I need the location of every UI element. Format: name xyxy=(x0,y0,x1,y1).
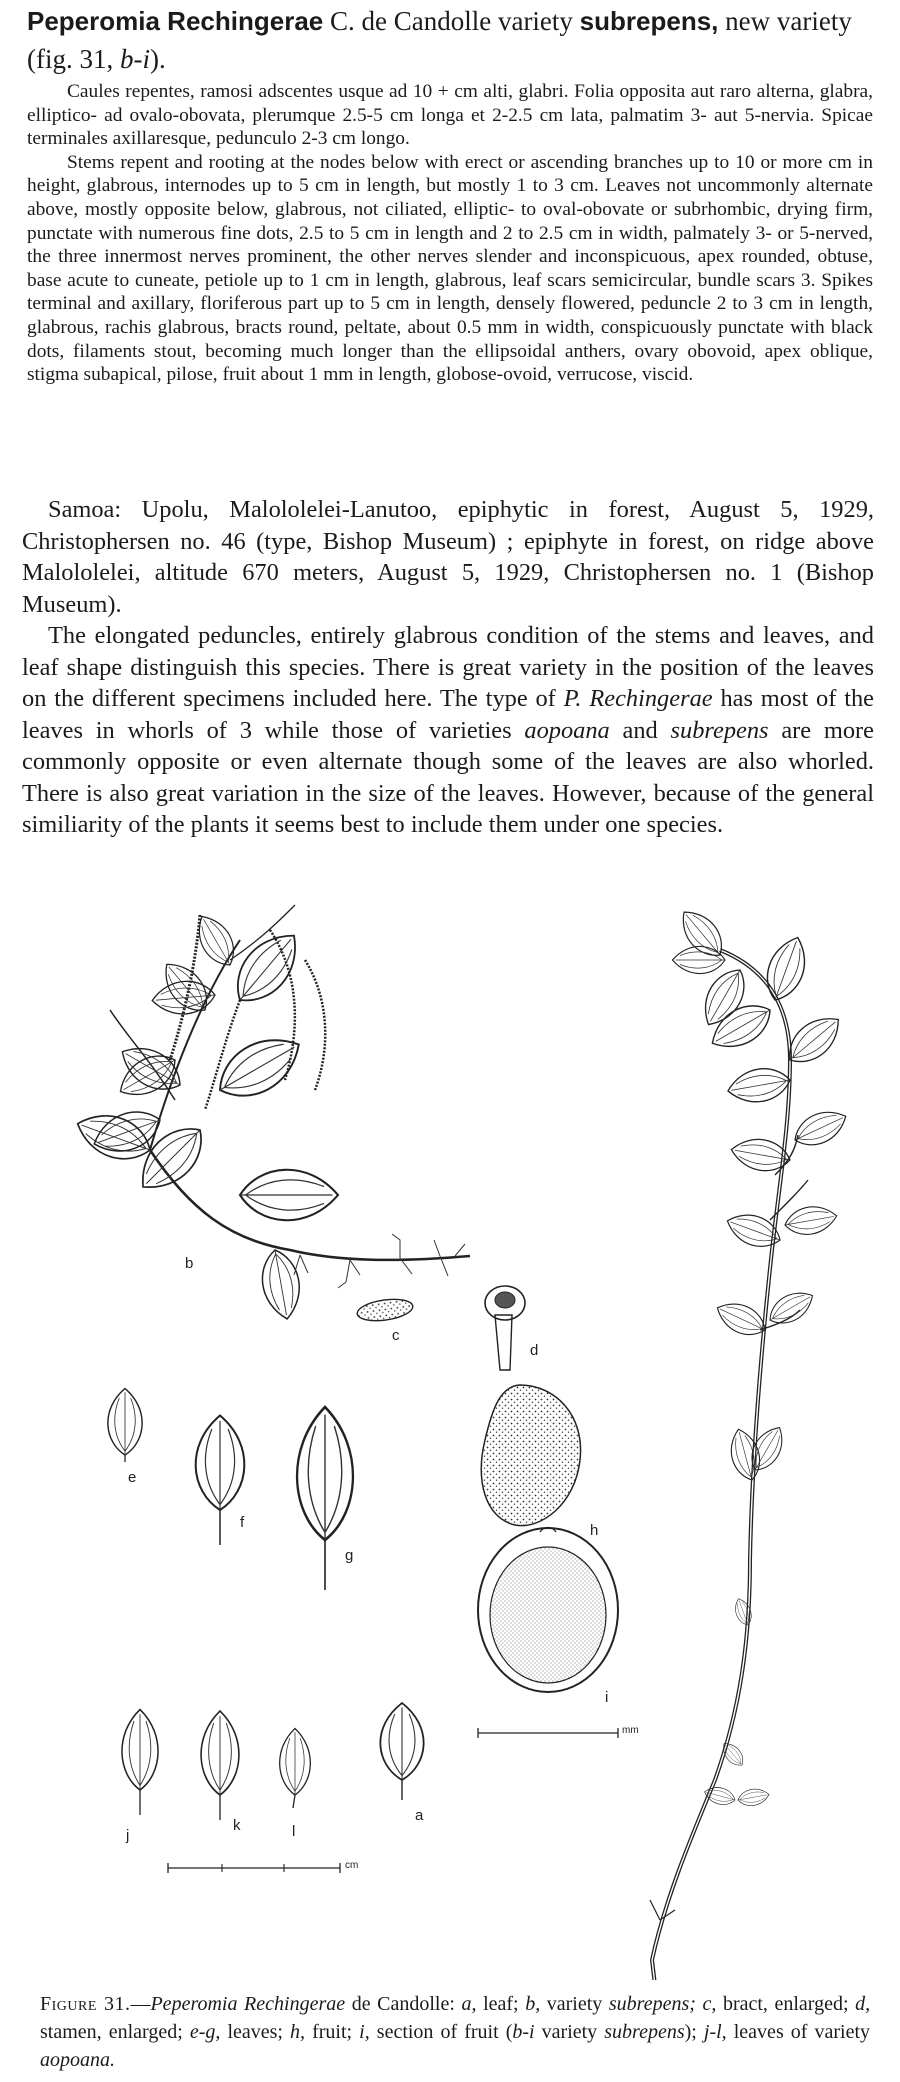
species-author: C. de Candolle variety xyxy=(329,6,573,36)
caption-dash: — xyxy=(130,1993,151,2015)
caption-t10: ); xyxy=(684,2021,697,2043)
discussion-text-1: The elongated peduncles, entirely glabrous condition of the stems and leaves, and leaf shape distinguish this species. There is great variety in the position of the leaves on the different specimens included here. The type of xyxy=(22,622,874,712)
caption-t1: de Candolle: xyxy=(351,1993,455,2015)
fruit-h xyxy=(481,1385,598,1539)
species-abbrev: P. Rechingerae xyxy=(563,685,713,712)
caption-c: c, xyxy=(702,1993,717,2015)
label-h: h xyxy=(590,1522,599,1539)
caption-d: d, xyxy=(855,1993,871,2015)
discussion-text-3: are more commonly opposite or even alternate though some of the leaves are also whorled. There is also great variation in the size of the leaves. However, because of the general similiarity of the plants it seems best to include them under one species. xyxy=(22,716,874,838)
stamen-d xyxy=(485,1286,538,1370)
scale-unit-mm: mm xyxy=(622,1725,639,1736)
variety-name: subrepens, xyxy=(579,6,719,36)
caption-t3: variety xyxy=(546,1993,603,2015)
caption-subrepens-2: subrepens xyxy=(604,2021,685,2043)
label-i: i xyxy=(605,1689,609,1706)
leaves-e-g xyxy=(108,1389,353,1591)
label-f: f xyxy=(240,1514,245,1531)
figure-31-illustration xyxy=(0,900,900,1980)
label-k: k xyxy=(233,1817,241,1834)
discussion-text-2: has most of the leaves in whorls of 3 while those of varieties xyxy=(22,685,874,744)
label-d: d xyxy=(530,1342,539,1359)
latin-description: Caules repentes, ramosi adscentes usque ad 10 + cm alti, glabri. Folia opposita aut raro alterna, glabra, elliptico- ad ovalo-obovata, plerumque 2.5-5 cm longa et 2-2.5 cm lata, palmatim 3- aut 5-nervia. Spicae terminales axillaresque, pedunculo 2-3 cm longo. xyxy=(27,81,873,150)
label-j: j xyxy=(126,1827,130,1844)
caption-jl: j-l, xyxy=(703,2021,727,2043)
discussion-paragraph xyxy=(22,620,874,841)
description-block xyxy=(27,80,873,387)
heading-close: ). xyxy=(149,44,166,74)
caption-t7: fruit; xyxy=(312,2021,353,2043)
caption-aopoana: aopoana. xyxy=(40,2049,115,2071)
heading-fig-ref: b-i xyxy=(119,44,150,74)
caption-bi: b-i xyxy=(512,2021,535,2043)
specimen-b xyxy=(71,905,470,1322)
caption-t11: leaves of variety xyxy=(733,2021,871,2043)
caption-t8: section of fruit ( xyxy=(376,2021,513,2043)
label-g: g xyxy=(345,1547,354,1564)
caption-species: Peperomia Rechingerae xyxy=(150,1993,346,2015)
label-a: a xyxy=(415,1807,424,1824)
caption-fig-label: Figure 31. xyxy=(40,1993,131,2015)
species-name: Peperomia Rechingerae xyxy=(27,6,324,36)
fruit-section-i xyxy=(478,1528,639,1739)
variety-subrepens: subrepens xyxy=(670,716,769,744)
bract-c xyxy=(356,1296,414,1344)
leaves-j-l-a xyxy=(122,1703,424,1873)
specimens-paragraph: Samoa: Upolu, Malololelei-Lanutoo, epiphytic in forest, August 5, 1929, Christophersen no. 46 (type, Bishop Museum) ; epiphyte in forest, on ridge above Malololelei, altitude 670 meters, August 5, 1929, Christophersen no. 1 (Bishop Museum). xyxy=(22,496,874,618)
heading-rest: new variety (fig. 31, xyxy=(27,6,852,74)
caption-eg: e-g, xyxy=(189,2021,221,2043)
english-description: Stems repent and rooting at the nodes below with erect or ascending branches up to 10 or more cm in height, glabrous, internodes up to 5 cm in length, but mostly 1 to 3 cm. Leaves not uncommonly alternate above, mostly opposite below, glabrous, not ciliated, elliptic- to oval-obovate or subrhombic, drying firm, punctate with numerous fine dots, 2.5 to 5 cm in length and 2 to 2.5 cm in width, palmately 3- or 5-nerved, the three innermost nerves prominent, the other nerves slender and inconspicuous, apex rounded, obtuse, base acute to cuneate, petiole up to 1 cm in length, glabrous, leaf scars semicircular, bundle scars 3. Spikes terminal and axillary, floriferous part up to 5 cm in length, densely flowered, peduncle 2 to 3 cm in length, glabrous, rachis glabrous, bracts round, peltate, about 0.5 mm in width, conspicuously punctate with black dots, filaments stout, becoming much longer than the ellipsoidal anthers, ovary obovoid, apex oblique, stigma subapical, pilose, fruit about 1 mm in length, globose-ovoid, verrucose, viscid. xyxy=(27,151,873,386)
discussion-and: and xyxy=(622,716,658,744)
label-b: b xyxy=(185,1255,194,1272)
label-e: e xyxy=(128,1469,137,1486)
caption-t9: variety xyxy=(541,2021,598,2043)
caption-t2: leaf; xyxy=(483,1993,519,2015)
label-l: l xyxy=(292,1823,296,1840)
label-c: c xyxy=(392,1327,400,1344)
scale-unit-cm: cm xyxy=(345,1860,359,1871)
caption-subrepens-1: subrepens; xyxy=(608,1993,696,2015)
caption-b: b, xyxy=(525,1993,541,2015)
caption-i: i, xyxy=(359,2021,370,2043)
caption-t5: stamen, enlarged; xyxy=(40,2021,183,2043)
tall-specimen xyxy=(650,903,852,1980)
species-heading xyxy=(27,2,877,78)
variety-aopoana: aopoana xyxy=(524,716,610,744)
caption-t6: leaves; xyxy=(227,2021,283,2043)
figure-caption xyxy=(40,1990,870,2074)
discussion-block xyxy=(22,494,874,841)
caption-a: a, xyxy=(461,1993,477,2015)
caption-t4: bract, enlarged; xyxy=(722,1993,849,2015)
caption-h: h, xyxy=(290,2021,306,2043)
